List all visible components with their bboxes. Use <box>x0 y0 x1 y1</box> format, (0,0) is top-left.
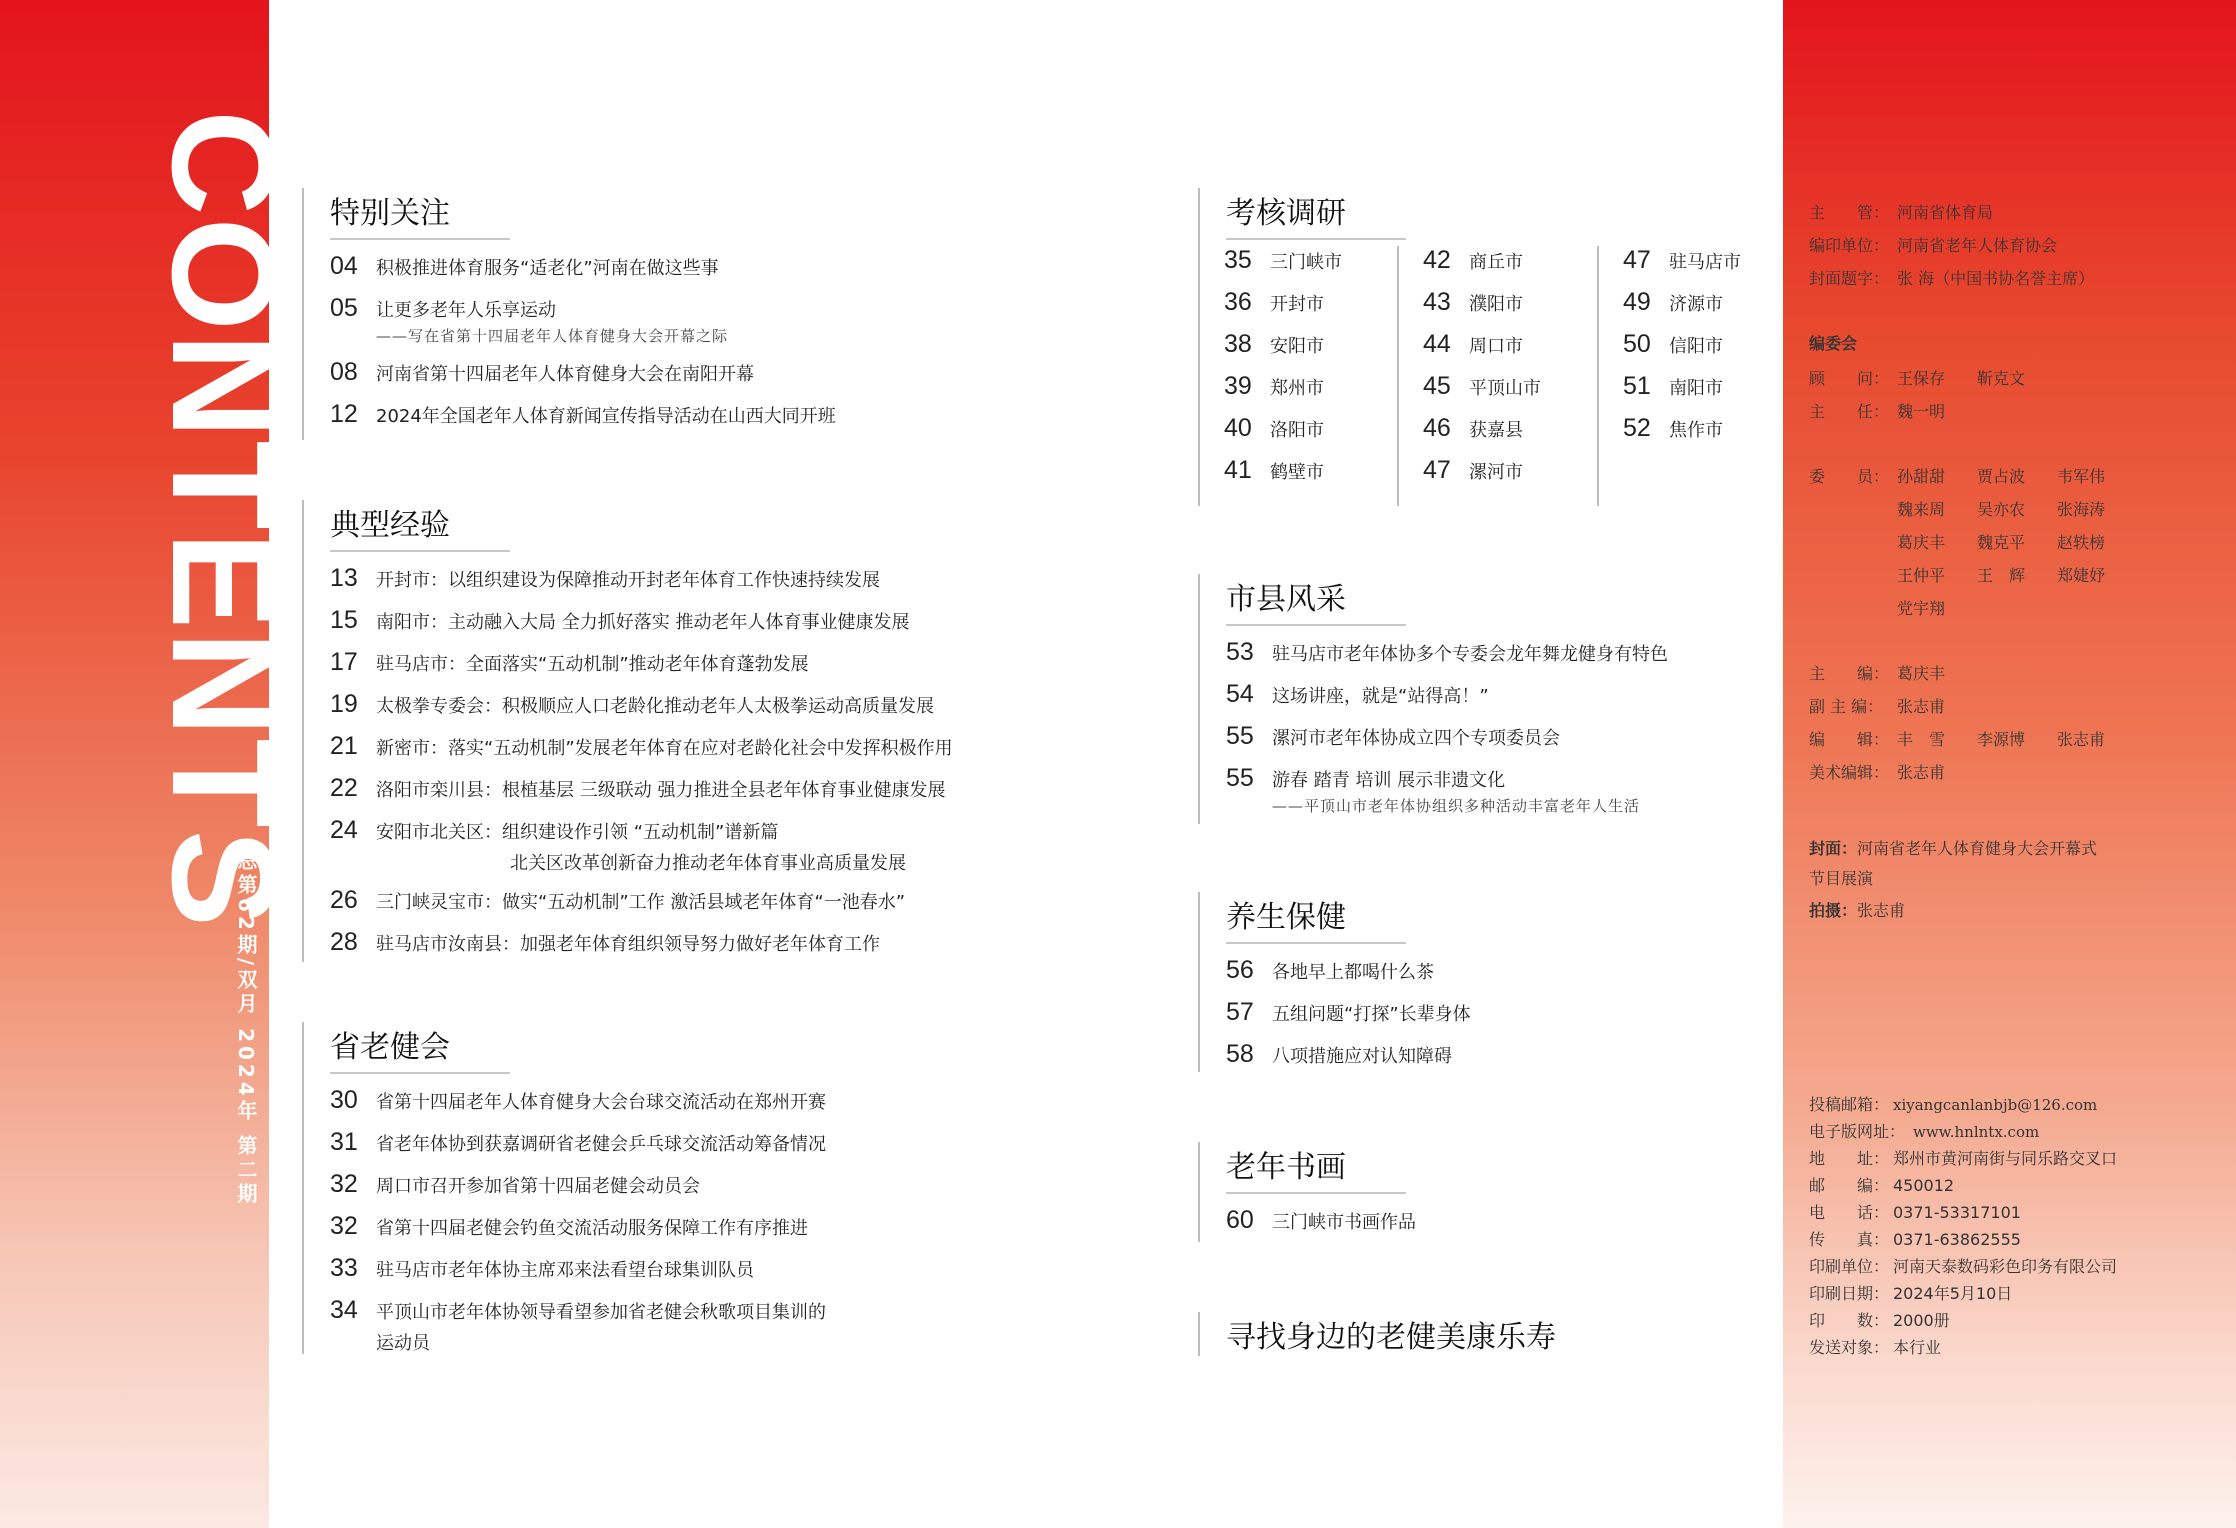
column-divider <box>1397 246 1399 506</box>
toc-entry[interactable]: 24 安阳市北关区：组织建设作引领 “五动机制”谱新篇 北关区改革创新奋力推动老年体育事业高质量发展 <box>330 816 906 874</box>
toc-entry[interactable]: 53 驻马店市老年体协多个专委会龙年舞龙健身有特色 <box>1226 638 1668 666</box>
credit-cover-title: 封面题字： 张 海（中国书协名誉主席） <box>1809 269 2095 288</box>
credit-deputy-editor: 副 主 编： 张志甫 <box>1809 697 1946 716</box>
credit-member-row: 王仲平 王 辉 郑婕妤 <box>1897 566 2106 585</box>
credit-editors: 编 辑： 丰 雪 李源博 张志甫 <box>1809 730 2106 749</box>
credit-address: 地 址： 郑州市黄河南街与同乐路交叉口 <box>1809 1149 2118 1168</box>
toc-entry[interactable]: 60 三门峡市书画作品 <box>1226 1206 1416 1234</box>
section-title: 特别关注 <box>330 188 510 240</box>
cover-description: 封面：河南省老年人体育健身大会开幕式 <box>1809 839 2098 858</box>
toc-entry[interactable]: 13 开封市：以组织建设为保障推动开封老年体育工作快速持续发展 <box>330 564 880 592</box>
credit-member-row: 葛庆丰 魏克平 赵轶榜 <box>1897 533 2106 552</box>
credit-supervisor: 主 管： 河南省体育局 <box>1809 203 1994 222</box>
credit-editor-unit: 编印单位： 河南省老年人体育协会 <box>1809 236 2058 255</box>
section-title: 老年书画 <box>1226 1142 1406 1194</box>
credit-member-row: 孙甜甜 贾占波 韦军伟 <box>1897 467 2106 486</box>
toc-entry[interactable]: 47 驻马店市 <box>1623 246 1741 274</box>
toc-entry[interactable]: 15 南阳市：主动融入大局 全力抓好落实 推动老年人体育事业健康发展 <box>330 606 910 634</box>
toc-entry[interactable]: 04 积极推进体育服务“适老化”河南在做这些事 <box>330 252 719 280</box>
toc-entry[interactable]: 58 八项措施应对认知障碍 <box>1226 1040 1452 1068</box>
credit-fax: 传 真： 0371-63862555 <box>1809 1230 2021 1249</box>
toc-entry[interactable]: 34 平顶山市老年体协领导看望参加省老健会秋歌项目集训的 运动员 <box>330 1296 826 1354</box>
credit-members-label: 委 员： <box>1809 467 1890 486</box>
credit-art-editor: 美术编辑： 张志甫 <box>1809 763 1946 782</box>
section-title: 考核调研 <box>1226 188 1406 240</box>
section-title: 市县风采 <box>1226 574 1406 626</box>
credit-printer: 印刷单位： 河南天泰数码彩色印务有限公司 <box>1809 1257 2118 1276</box>
toc-entry[interactable]: 55 漯河市老年体协成立四个专项委员会 <box>1226 722 1560 750</box>
section-county <box>1198 574 1760 824</box>
credit-advisor: 顾 问： 王保存 靳克文 <box>1809 369 2026 388</box>
credit-website: 电子版网址： www.hnlntx.com <box>1809 1122 2040 1141</box>
credit-member-row: 党宇翔 <box>1897 599 1946 618</box>
toc-entry[interactable]: 39 郑州市 <box>1224 372 1324 400</box>
issue-label: 总第62期/双月 2024年 第二期 <box>234 850 258 1207</box>
slogan-text: 寻找身边的老健美康乐寿 <box>1226 1320 1556 1355</box>
section-association <box>302 1022 1024 1354</box>
toc-entry[interactable]: 41 鹤壁市 <box>1224 456 1324 484</box>
toc-entry[interactable]: 55 游春 踏青 培训 展示非遗文化 ——平顶山市老年体协组织多种活动丰富老年人生活 <box>1226 764 1641 815</box>
slogan-block <box>1198 1312 1760 1356</box>
section-title: 养生保健 <box>1226 892 1406 944</box>
credit-audience: 发送对象： 本行业 <box>1809 1338 1942 1357</box>
section-special <box>302 188 1024 440</box>
section-calligraphy <box>1198 1142 1760 1242</box>
toc-entry[interactable]: 08 河南省第十四届老年人体育健身大会在南阳开幕 <box>330 358 754 386</box>
toc-entry[interactable]: 22 洛阳市栾川县：根植基层 三级联动 强力推进全县老年体育事业健康发展 <box>330 774 946 802</box>
toc-entry[interactable]: 40 洛阳市 <box>1224 414 1324 442</box>
credit-copies: 印 数： 2000册 <box>1809 1311 1950 1330</box>
toc-entry[interactable]: 56 各地早上都喝什么茶 <box>1226 956 1434 984</box>
toc-entry[interactable]: 43 濮阳市 <box>1423 288 1523 316</box>
section-title: 省老健会 <box>330 1022 510 1074</box>
committee-heading: 编委会 <box>1809 334 1858 353</box>
toc-entry[interactable]: 44 周口市 <box>1423 330 1523 358</box>
toc-entry[interactable]: 45 平顶山市 <box>1423 372 1541 400</box>
toc-entry[interactable]: 36 开封市 <box>1224 288 1324 316</box>
toc-entry[interactable]: 54 这场讲座，就是“站得高！” <box>1226 680 1489 708</box>
toc-entry[interactable]: 19 太极拳专委会：积极顺应人口老龄化推动老年人太极拳运动高质量发展 <box>330 690 934 718</box>
toc-entry[interactable]: 30 省第十四届老年人体育健身大会台球交流活动在郑州开赛 <box>330 1086 826 1114</box>
contents-title: CONTENTS <box>142 110 305 929</box>
toc-entry[interactable]: 50 信阳市 <box>1623 330 1723 358</box>
credit-print-date: 印刷日期： 2024年5月10日 <box>1809 1284 2013 1303</box>
toc-entry[interactable]: 05 让更多老年人乐享运动 ——写在省第十四届老年人体育健身大会开幕之际 <box>330 294 729 345</box>
toc-entry[interactable]: 26 三门峡灵宝市：做实“五动机制”工作 激活县域老年体育“一池春水” <box>330 886 906 914</box>
toc-entry[interactable]: 32 省第十四届老健会钓鱼交流活动服务保障工作有序推进 <box>330 1212 808 1240</box>
toc-entry[interactable]: 28 驻马店市汝南县：加强老年体育组织领导努力做好老年体育工作 <box>330 928 880 956</box>
toc-entry[interactable]: 21 新密市：落实“五动机制”发展老年体育在应对老龄化社会中发挥积极作用 <box>330 732 953 760</box>
cover-description-line2: 节目展演 <box>1809 869 1874 888</box>
credit-postcode: 邮 编： 450012 <box>1809 1176 1955 1195</box>
credit-photographer: 拍摄：张志甫 <box>1809 901 1906 920</box>
toc-entry[interactable]: 51 南阳市 <box>1623 372 1723 400</box>
section-health <box>1198 892 1760 1072</box>
credit-director: 主 任： 魏一明 <box>1809 402 1946 421</box>
toc-entry[interactable]: 38 安阳市 <box>1224 330 1324 358</box>
toc-entry[interactable]: 12 2024年全国老年人体育新闻宣传指导活动在山西大同开班 <box>330 400 836 428</box>
toc-entry[interactable]: 57 五组问题“打探”长辈身体 <box>1226 998 1471 1026</box>
credit-chief-editor: 主 编： 葛庆丰 <box>1809 664 1946 683</box>
section-typical <box>302 500 1064 962</box>
credit-email: 投稿邮箱： xiyangcanlanbjb@126.com <box>1809 1095 2098 1114</box>
toc-entry[interactable]: 33 驻马店市老年体协主席邓来法看望台球集训队员 <box>330 1254 754 1282</box>
toc-entry[interactable]: 46 获嘉县 <box>1423 414 1523 442</box>
toc-entry[interactable]: 42 商丘市 <box>1423 246 1523 274</box>
credit-member-row: 魏来周 吴亦农 张海涛 <box>1897 500 2106 519</box>
toc-entry[interactable]: 17 驻马店市：全面落实“五动机制”推动老年体育蓬勃发展 <box>330 648 809 676</box>
section-title: 典型经验 <box>330 500 510 552</box>
toc-entry[interactable]: 52 焦作市 <box>1623 414 1723 442</box>
toc-entry[interactable]: 35 三门峡市 <box>1224 246 1342 274</box>
toc-entry[interactable]: 31 省老年体协到获嘉调研省老健会乒乓球交流活动筹备情况 <box>330 1128 826 1156</box>
toc-entry[interactable]: 47 漯河市 <box>1423 456 1523 484</box>
column-divider <box>1597 246 1599 506</box>
toc-entry[interactable]: 49 济源市 <box>1623 288 1723 316</box>
toc-entry[interactable]: 32 周口市召开参加省第十四届老健会动员会 <box>330 1170 700 1198</box>
credit-phone: 电 话： 0371-53317101 <box>1809 1203 2021 1222</box>
